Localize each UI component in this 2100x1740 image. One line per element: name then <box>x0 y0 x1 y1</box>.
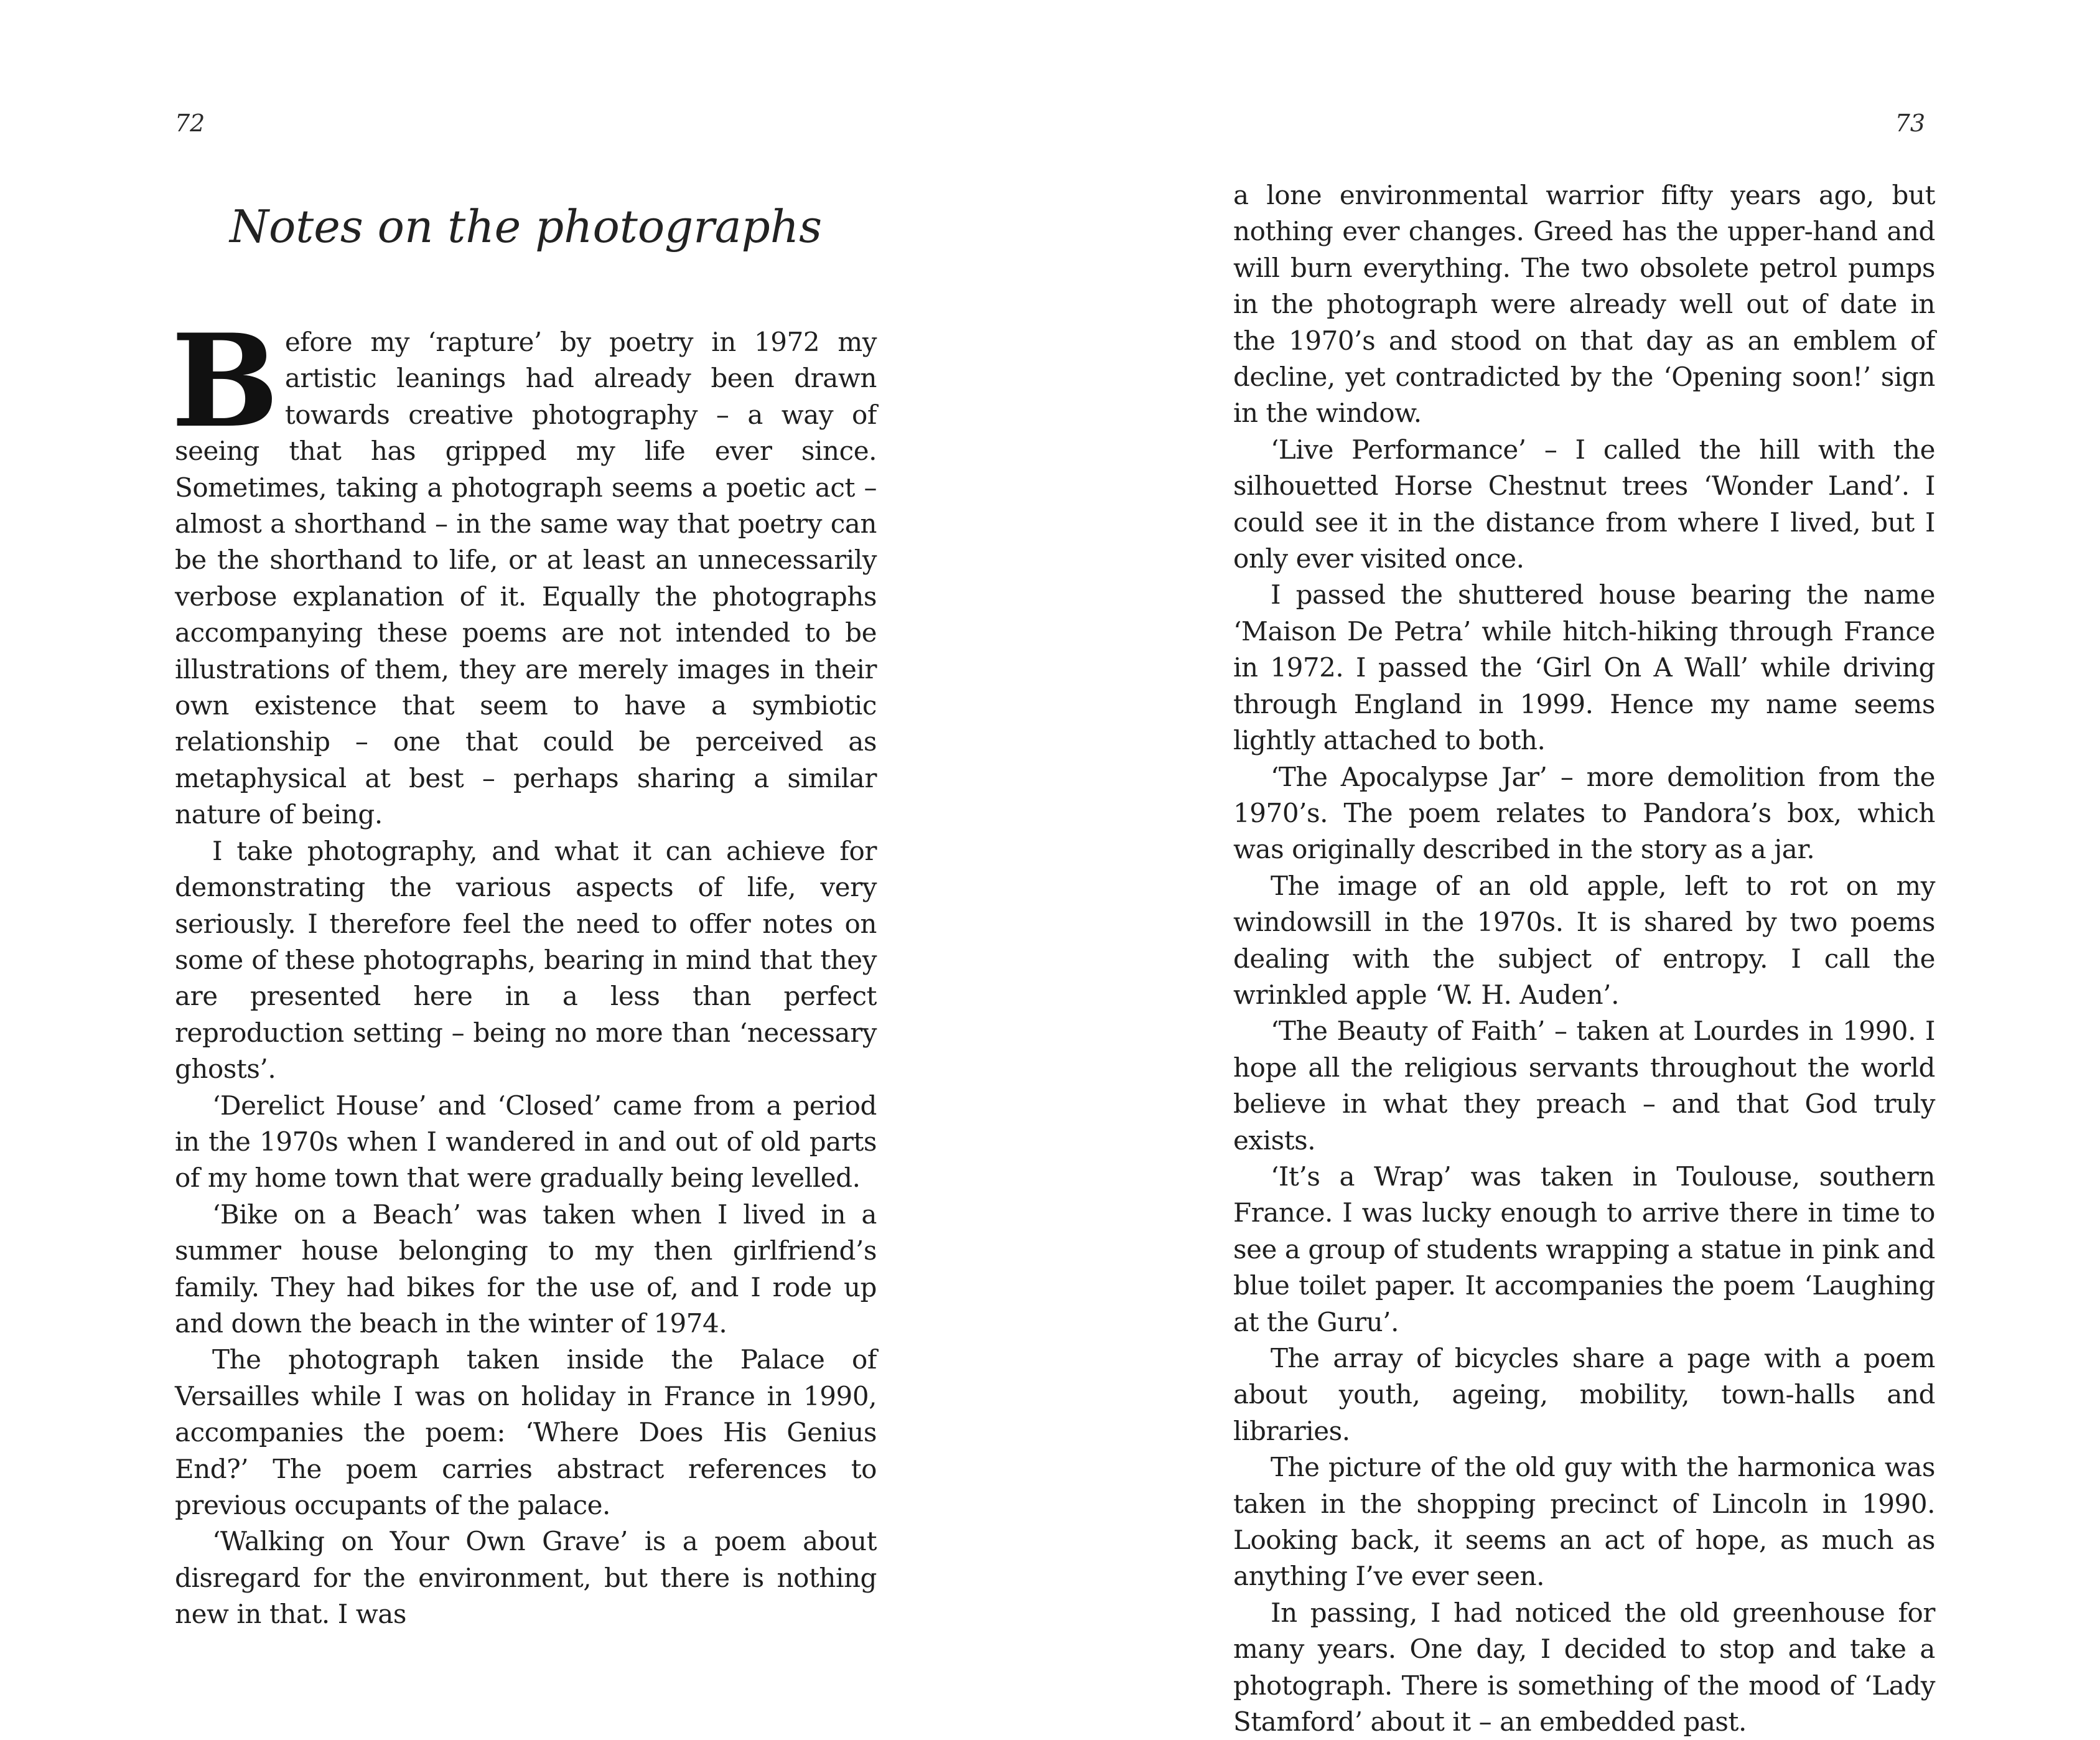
paragraph: ‘The Apocalypse Jar’ – more demolition from the 1970’s. The poem relates to Pandora’s box, which was originally described in the story as a jar. <box>1233 761 1935 865</box>
paragraph: In passing, I had noticed the old greenhouse for many years. One day, I decided to stop and take a photograph. There is something of the mood of ‘Lady Stamford’ about it – an embedded past. <box>1233 1597 1935 1738</box>
paragraph: ‘Bike on a Beach’ was taken when I lived in a summer house belonging to my then girlfriend’s family. They had bikes for the use of, and I rode up and down the beach in the winter of 1974. <box>175 1199 877 1339</box>
paragraph: ‘It’s a Wrap’ was taken in Toulouse, southern France. I was lucky enough to arrive there in time to see a group of students wrapping a statue in pink and blue toilet paper. It accompanies the poem ‘Laughing at the Guru’. <box>1233 1161 1935 1337</box>
paragraph-continuation: a lone environmental warrior fifty years ago, but nothing ever changes. Greed has the upper-hand and will burn everything. The two obsolete petrol pumps in the photograph were already well out of date in the 1970’s and stood on that day as an emblem of decline, yet contradicted by the ‘Opening soon!’ sign in the window. <box>1233 180 1935 429</box>
page-number-left: 72 <box>175 110 205 137</box>
right-page-body <box>1233 177 1935 1740</box>
paragraph: ‘Derelict House’ and ‘Closed’ came from a period in the 1970s when I wandered in and out of old parts of my home town that were gradually being levelled. <box>175 1090 877 1194</box>
paragraph: ‘Walking on Your Own Grave’ is a poem about disregard for the environment, but there is nothing new in that. I was <box>175 1526 877 1630</box>
paragraph: The image of an old apple, left to rot on my windowsill in the 1970s. It is shared by two poems dealing with the subject of entropy. I call the wrinkled apple ‘W. H. Auden’. <box>1233 870 1935 1010</box>
left-page-body <box>171 307 877 1633</box>
paragraph: The array of bicycles share a page with a poem about youth, ageing, mobility, town-halls and libraries. <box>1233 1343 1935 1446</box>
page-number-right: 73 <box>1895 110 1925 137</box>
paragraph: The photograph taken inside the Palace of Versailles while I was on holiday in France in 1990, accompanies the poem: ‘Where Does His Genius End?’ The poem carries abstract references to previous occupants of the palace. <box>175 1344 877 1520</box>
paragraph: I take photography, and what it can achieve for demonstrating the various aspects of life, very seriously. I therefore feel the need to offer notes on some of these photographs, bearing in mind that they are presented here in a less than perfect reproduction setting – being no more than ‘necessary ghosts’. <box>175 835 877 1085</box>
paragraph: I passed the shuttered house bearing the name ‘Maison De Petra’ while hitch-hiking through France in 1972. I passed the ‘Girl On A Wall’ while driving through England in 1999. Hence my name seems lightly attached to both. <box>1233 579 1935 756</box>
paragraph: ‘Live Performance’ – I called the hill with the silhouetted Horse Chestnut trees ‘Wonder Land’. I could see it in the distance from where I lived, but I only ever visited once. <box>1233 434 1935 574</box>
right-page <box>1050 0 2100 1738</box>
paragraph: ‘The Beauty of Faith’ – taken at Lourdes in 1990. I hope all the religious servants throughout the world believe in what they preach – and that God truly exists. <box>1233 1016 1935 1156</box>
paragraph: The picture of the old guy with the harmonica was taken in the shopping precinct of Lincoln in 1990. Looking back, it seems an act of hope, as much as anything I’ve ever seen. <box>1233 1452 1935 1592</box>
intro-text: efore my ‘rapture’ by poetry in 1972 my artistic leanings had already been drawn towards creative photography – a way of seeing that has gripped my life ever since. Sometimes, taking a photograph seems a poetic act – almost a shorthand – in the same way that poetry can be the shorthand to life, or at least an unnecessarily verbose explanation of it. Equally the photographs accompanying these poems are not intended to be illustrations of them, they are merely images in their own existence that seem to have a symbiotic relationship – one that could be perceived as metaphysical at best – perhaps sharing a similar nature of being. <box>175 327 877 830</box>
paragraph-intro <box>171 307 877 833</box>
chapter-title: Notes on the photographs <box>229 200 823 253</box>
drop-cap: B <box>171 307 279 456</box>
left-page <box>0 0 1050 1634</box>
